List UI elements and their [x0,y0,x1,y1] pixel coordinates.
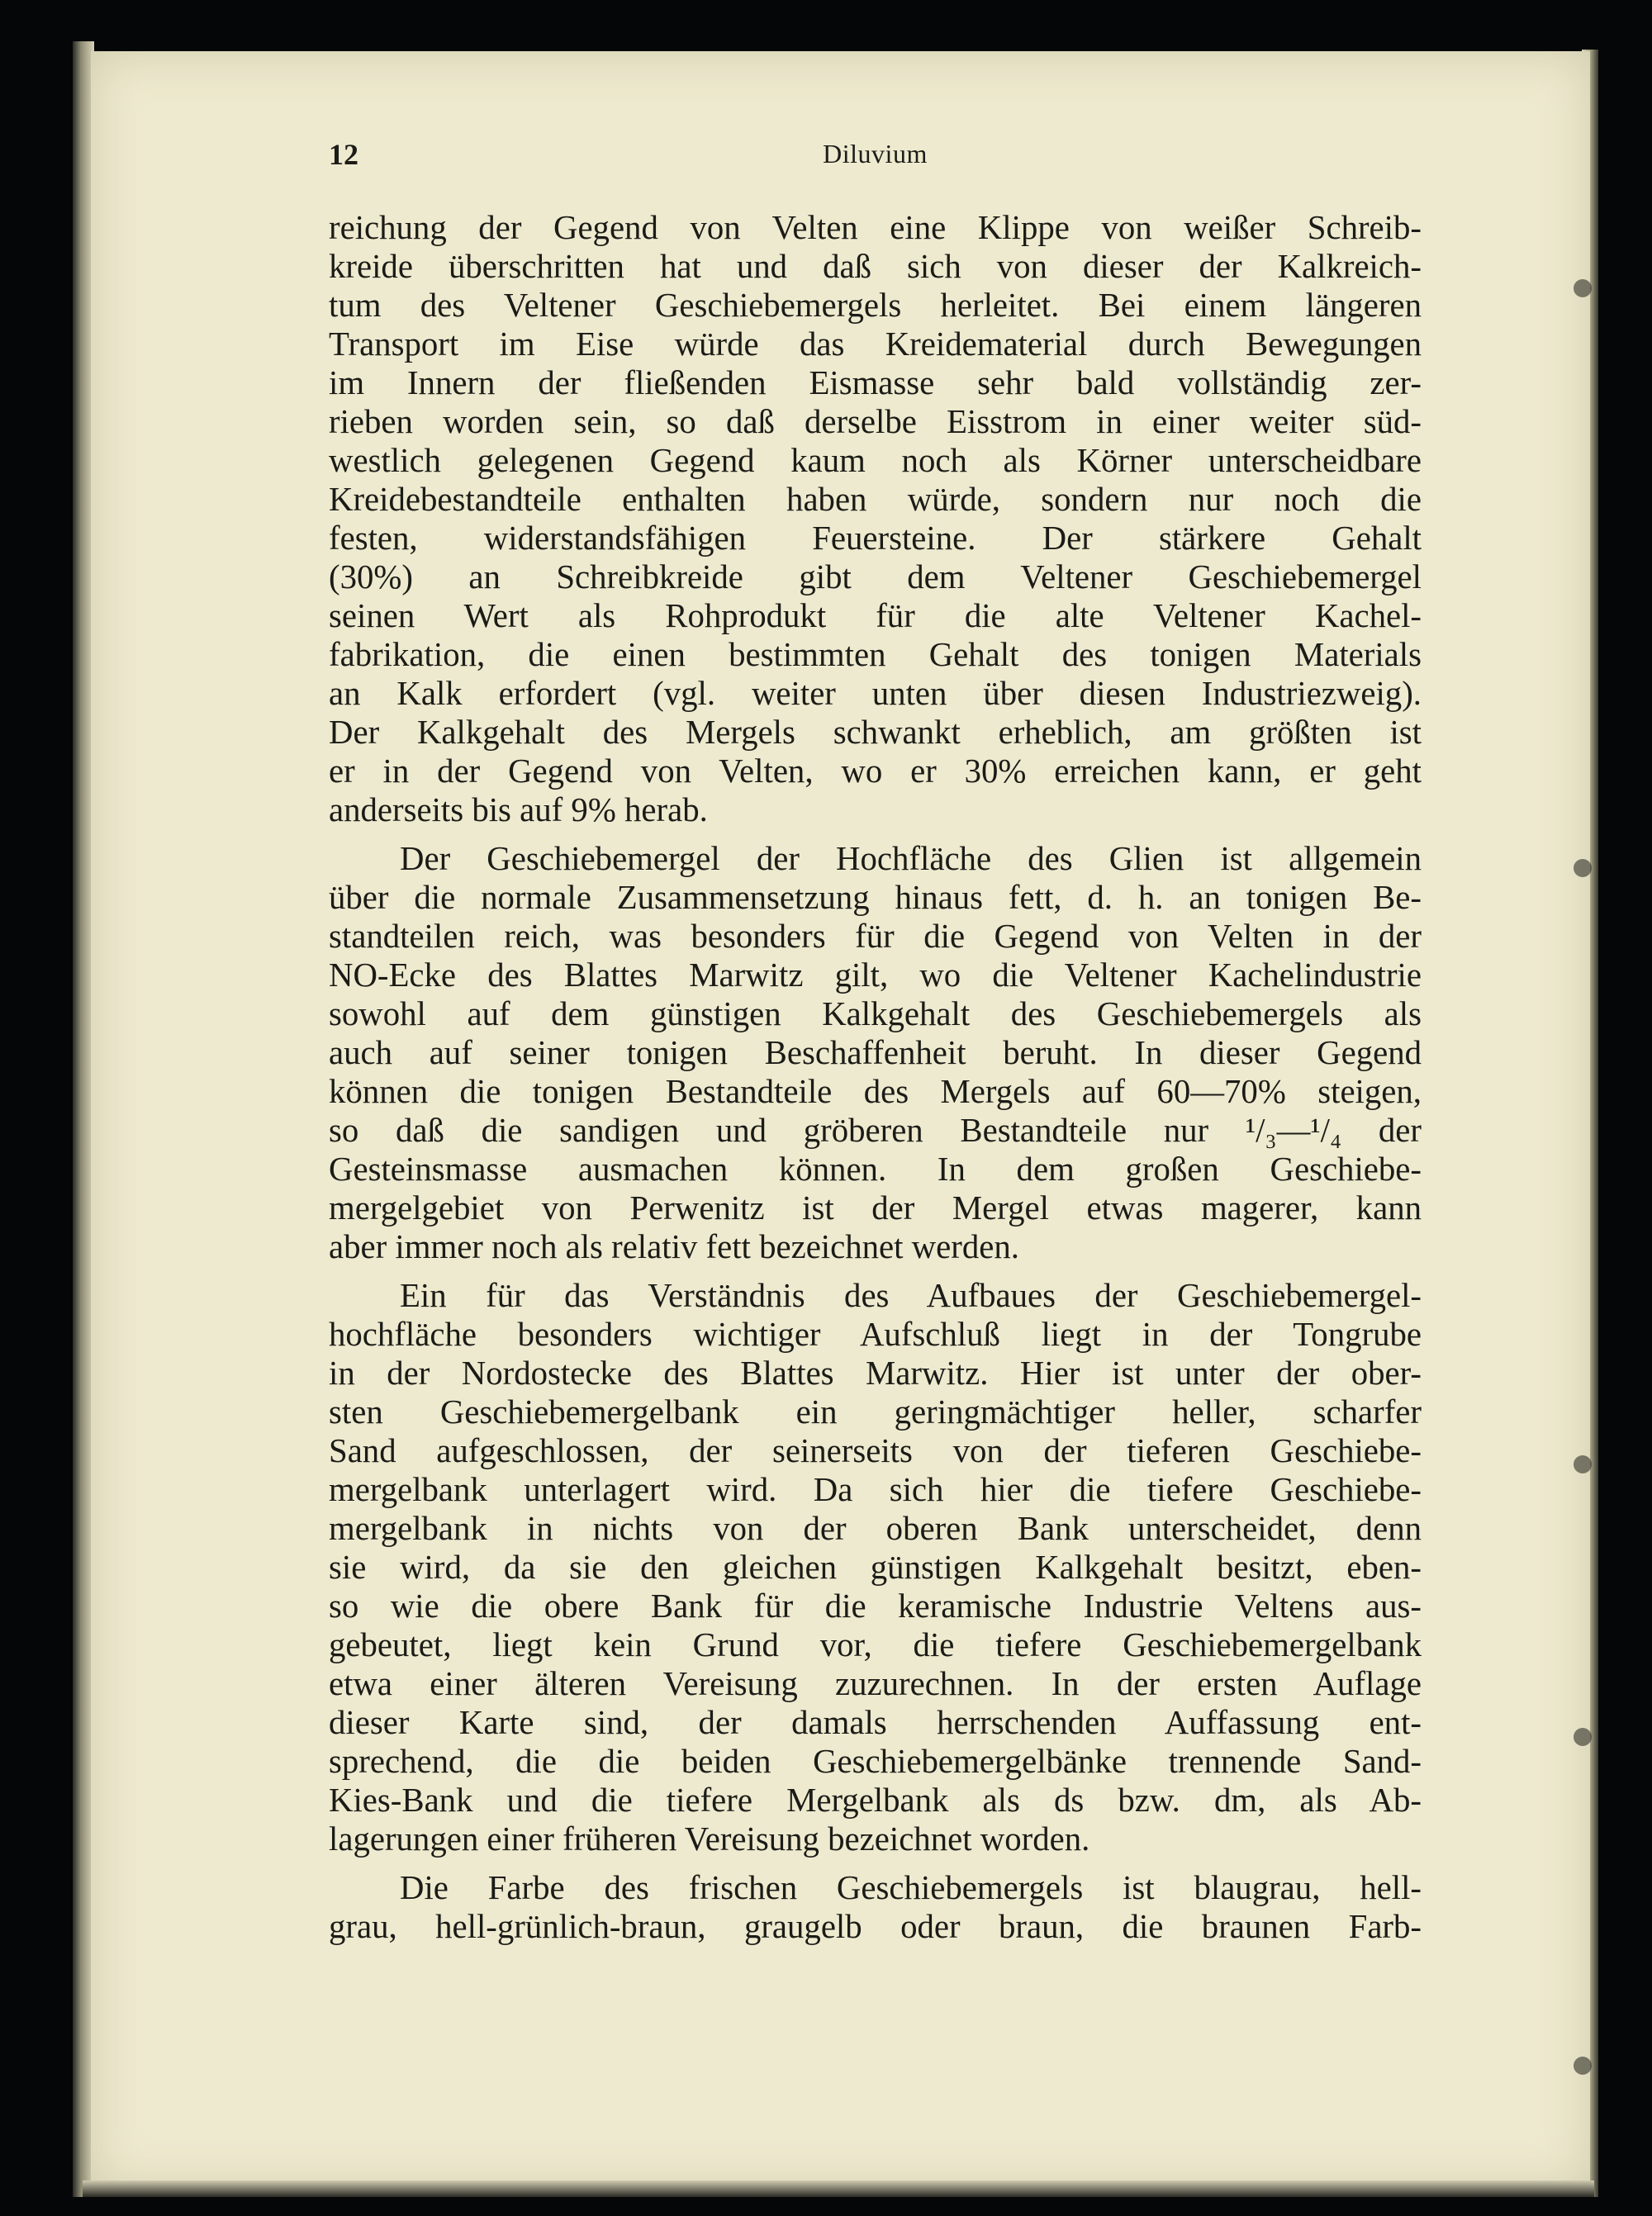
text-line: lagerungen einer früheren Vereisung bezeichnet worden. [329,1820,1090,1858]
text-line: festen, widerstandsfähigen Feuersteine. Der stärkere Gehalt [329,520,1422,557]
running-title: Diluvium [823,139,928,168]
text-line: tum des Veltener Geschiebemergels herleitet. Bei einem längeren [329,287,1422,324]
text-line: sie wird, da sie den gleichen günstigen Kalkgehalt besitzt, eben- [329,1549,1422,1586]
binding-mark [1574,1455,1592,1473]
paragraph [329,839,1422,1266]
text-line: so daß die sandigen und gröberen Bestandteile nur ¹/₃—¹/₄ der [329,1112,1422,1149]
text-line: anderseits bis auf 9% herab. [329,791,708,828]
text-line: sten Geschiebemergelbank ein geringmächtiger heller, scharfer [329,1393,1422,1431]
text-line: er in der Gegend von Velten, wo er 30% erreichen kann, er geht [329,752,1422,790]
text-line: Kreidebestandteile enthalten haben würde, sondern nur noch die [329,481,1422,518]
text-line: sowohl auf dem günstigen Kalkgehalt des Geschiebemergels als [329,995,1422,1032]
page-number: 12 [329,138,358,171]
text-line: dieser Karte sind, der damals herrschenden Auffassung ent- [329,1704,1422,1741]
binding-mark [1574,859,1592,877]
text-line: aber immer noch als relativ fett bezeichnet werden. [329,1228,1019,1265]
text-line: grau, hell-grünlich-braun, graugelb oder braun, die braunen Farb- [329,1908,1422,1945]
text-line: mergelgebiet von Perwenitz ist der Mergel etwas magerer, kann [329,1189,1422,1227]
paragraph [329,1868,1422,1946]
text-line: seinen Wert als Rohprodukt für die alte Veltener Kachel- [329,597,1422,634]
text-line: im Innern der fließenden Eismasse sehr bald vollständig zer- [329,364,1422,401]
text-line: an Kalk erfordert (vgl. weiter unten über diesen Industriezweig). [329,675,1422,712]
paragraph-gap [329,1858,1422,1868]
page-bottom-edge [83,2180,1594,2197]
text-line: Ein für das Verständnis des Aufbaues der Geschiebemergel- [400,1277,1422,1314]
body-text [329,208,1422,1946]
text-line: etwa einer älteren Vereisung zuzurechnen. In der ersten Auflage [329,1665,1422,1702]
binding-mark [1574,1728,1592,1746]
text-line: mergelbank unterlagert wird. Da sich hier die tiefere Geschiebe- [329,1471,1422,1508]
text-line: in der Nordostecke des Blattes Marwitz. Hier ist unter der ober- [329,1355,1422,1392]
text-line: Der Geschiebemergel der Hochfläche des Glien ist allgemein [400,840,1422,877]
text-line: kreide überschritten hat und daß sich von dieser der Kalkreich- [329,248,1422,285]
text-line: Die Farbe des frischen Geschiebemergels ist blaugrau, hell- [400,1869,1422,1906]
running-head [329,137,1422,173]
text-line: standteilen reich, was besonders für die Gegend von Velten in der [329,918,1422,955]
text-line: westlich gelegenen Gegend kaum noch als Körner unterscheidbare [329,442,1422,479]
text-line: fabrikation, die einen bestimmten Gehalt des tonigen Materials [329,636,1422,673]
text-line: rieben worden sein, so daß derselbe Eisstrom in einer weiter süd- [329,403,1422,440]
paragraph [329,208,1422,829]
text-line: über die normale Zusammensetzung hinaus fett, d. h. an tonigen Be- [329,879,1422,916]
text-line: gebeutet, liegt kein Grund vor, die tiefere Geschiebemergelbank [329,1626,1422,1663]
text-line: können die tonigen Bestandteile des Mergels auf 60—70% steigen, [329,1073,1422,1110]
paragraph-gap [329,829,1422,839]
text-line: hochfläche besonders wichtiger Aufschluß liegt in der Tongrube [329,1316,1422,1353]
text-line: NO-Ecke des Blattes Marwitz gilt, wo die Veltener Kachelindustrie [329,956,1422,994]
text-line: sprechend, die die beiden Geschiebemergelbänke trennende Sand- [329,1743,1422,1780]
binding-mark [1574,2057,1592,2075]
text-line: Der Kalkgehalt des Mergels schwankt erheblich, am größten ist [329,714,1422,751]
paragraph-gap [329,1266,1422,1276]
text-line: Kies-Bank und die tiefere Mergelbank als ds bzw. dm, als Ab- [329,1782,1422,1819]
text-line: so wie die obere Bank für die keramische Industrie Veltens aus- [329,1587,1422,1625]
text-line: Transport im Eise würde das Kreidematerial durch Bewegungen [329,325,1422,363]
text-line: auch auf seiner tonigen Beschaffenheit beruht. In dieser Gegend [329,1034,1422,1071]
paragraph [329,1276,1422,1858]
binding-mark [1574,279,1592,297]
text-line: reichung der Gegend von Velten eine Klippe von weißer Schreib- [329,209,1422,246]
text-line: mergelbank in nichts von der oberen Bank unterscheidet, denn [329,1510,1422,1547]
text-line: Gesteinsmasse ausmachen können. In dem großen Geschiebe- [329,1151,1422,1188]
text-line: Sand aufgeschlossen, der seinerseits von der tieferen Geschiebe- [329,1432,1422,1469]
text-line: (30%) an Schreibkreide gibt dem Veltener Geschiebemergel [329,558,1422,596]
